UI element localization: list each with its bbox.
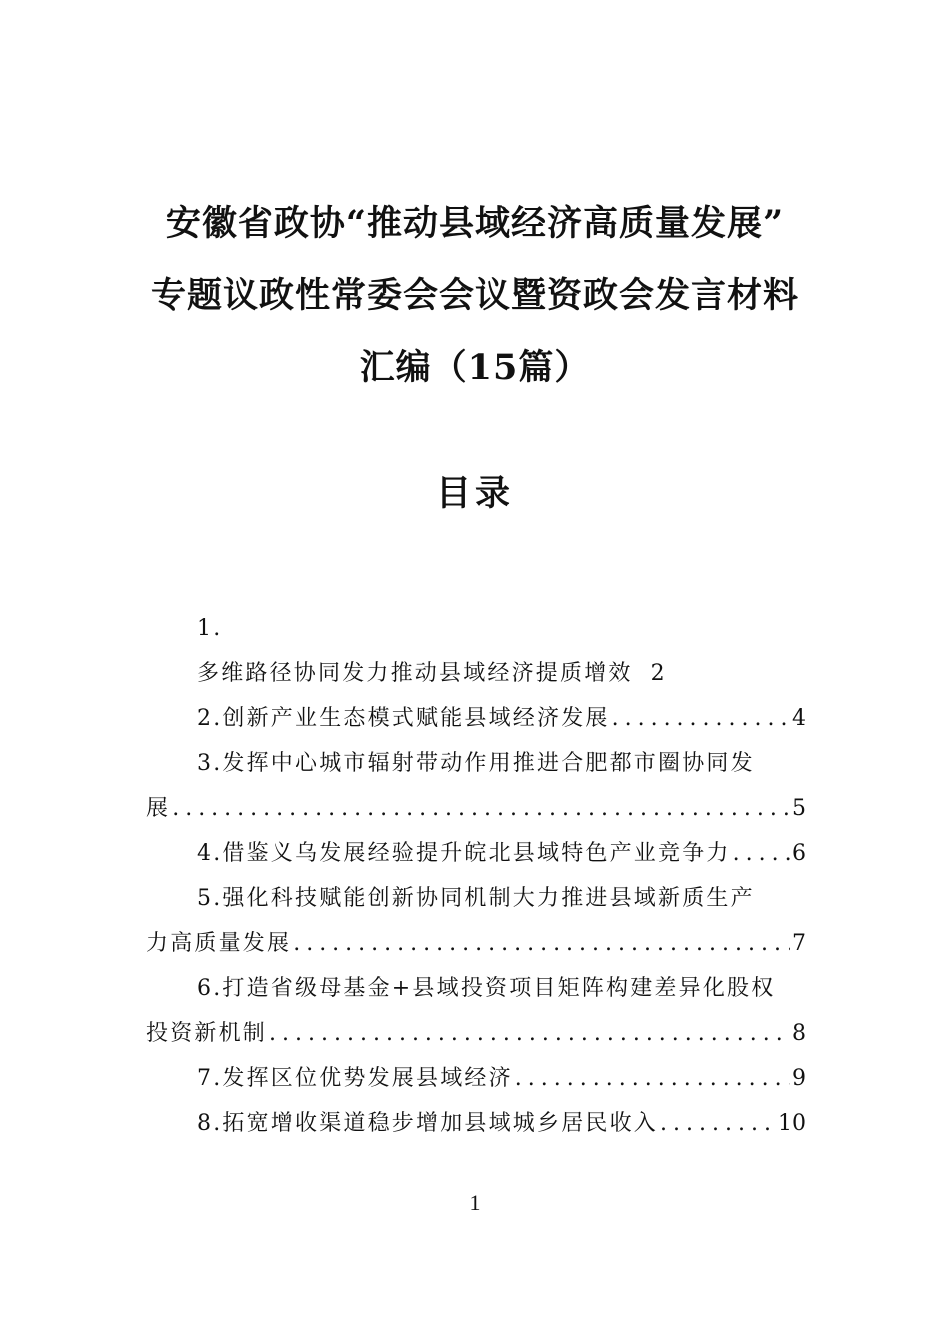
toc-dot-leader [733, 831, 790, 876]
toc-entry-number: 2. [197, 706, 223, 731]
toc-entry-title: 借鉴义乌发展经验提升皖北县域特色产业竞争力 [222, 841, 731, 866]
toc-entry-page: 4 [792, 706, 806, 731]
toc-entry-title-continued: 力高质量发展 [146, 931, 292, 956]
toc-entry-1-number-line[interactable] [146, 606, 806, 651]
title-line-1: 安徽省政协“推动县域经济高质量发展” [165, 203, 785, 244]
toc-entry-6-line-1[interactable] [146, 966, 806, 1011]
toc-entry-number: 3. [197, 751, 223, 776]
toc-entry-page: 6 [792, 841, 806, 866]
document-title [0, 188, 950, 404]
toc-entry-page: 5 [792, 796, 806, 821]
toc-entry-title: 拓宽增收渠道稳步增加县域城乡居民收入 [222, 1111, 658, 1136]
table-of-contents [146, 606, 806, 1146]
toc-entry-title-continued: 展 [146, 796, 171, 821]
toc-entry-8[interactable] [146, 1101, 806, 1146]
toc-entry-5-line-2[interactable] [146, 921, 806, 966]
toc-entry-title: 打造省级母基金+县域投资项目矩阵构建差异化股权 [222, 976, 776, 1001]
toc-dot-leader [660, 1101, 776, 1146]
title-line-3: 汇编（15篇） [359, 347, 591, 388]
toc-dot-leader [515, 1056, 790, 1101]
toc-entry-number: 1. [197, 616, 223, 641]
toc-entry-number: 8. [197, 1111, 223, 1136]
toc-entry-1[interactable] [146, 651, 806, 696]
toc-entry-title: 强化科技赋能创新协同机制大力推进县域新质生产 [222, 886, 755, 911]
toc-entry-7[interactable] [146, 1056, 806, 1101]
toc-entry-number: 5. [197, 886, 223, 911]
toc-entry-page: 7 [792, 931, 806, 956]
toc-dot-leader [293, 921, 790, 966]
toc-entry-page: 2 [650, 661, 665, 686]
title-line-2: 专题议政性常委会会议暨资政会发言材料 [150, 275, 799, 316]
toc-entry-2[interactable] [146, 696, 806, 741]
toc-dot-leader [269, 1011, 790, 1056]
toc-entry-page: 8 [792, 1021, 806, 1046]
toc-entry-6-line-2[interactable] [146, 1011, 806, 1056]
page-number: 1 [469, 1190, 481, 1215]
toc-dot-leader [612, 696, 790, 741]
toc-entry-number: 4. [197, 841, 223, 866]
toc-heading: 目录 [435, 473, 514, 514]
toc-entry-number: 7. [197, 1066, 223, 1091]
toc-entry-title: 多维路径协同发力推动县域经济提质增效 [197, 661, 633, 686]
toc-entry-4[interactable] [146, 831, 806, 876]
toc-entry-page: 10 [778, 1111, 806, 1136]
toc-entry-5-line-1[interactable] [146, 876, 806, 921]
toc-entry-title: 发挥中心城市辐射带动作用推进合肥都市圈协同发 [222, 751, 755, 776]
toc-dot-leader [172, 786, 790, 831]
toc-entry-3-line-1[interactable] [146, 741, 806, 786]
toc-entry-page: 9 [792, 1066, 806, 1091]
toc-entry-title-continued: 投资新机制 [146, 1021, 268, 1046]
toc-entry-title: 创新产业生态模式赋能县域经济发展 [222, 706, 610, 731]
toc-entry-number: 6. [197, 976, 223, 1001]
toc-entry-title: 发挥区位优势发展县域经济 [222, 1066, 513, 1091]
toc-entry-3-line-2[interactable] [146, 786, 806, 831]
